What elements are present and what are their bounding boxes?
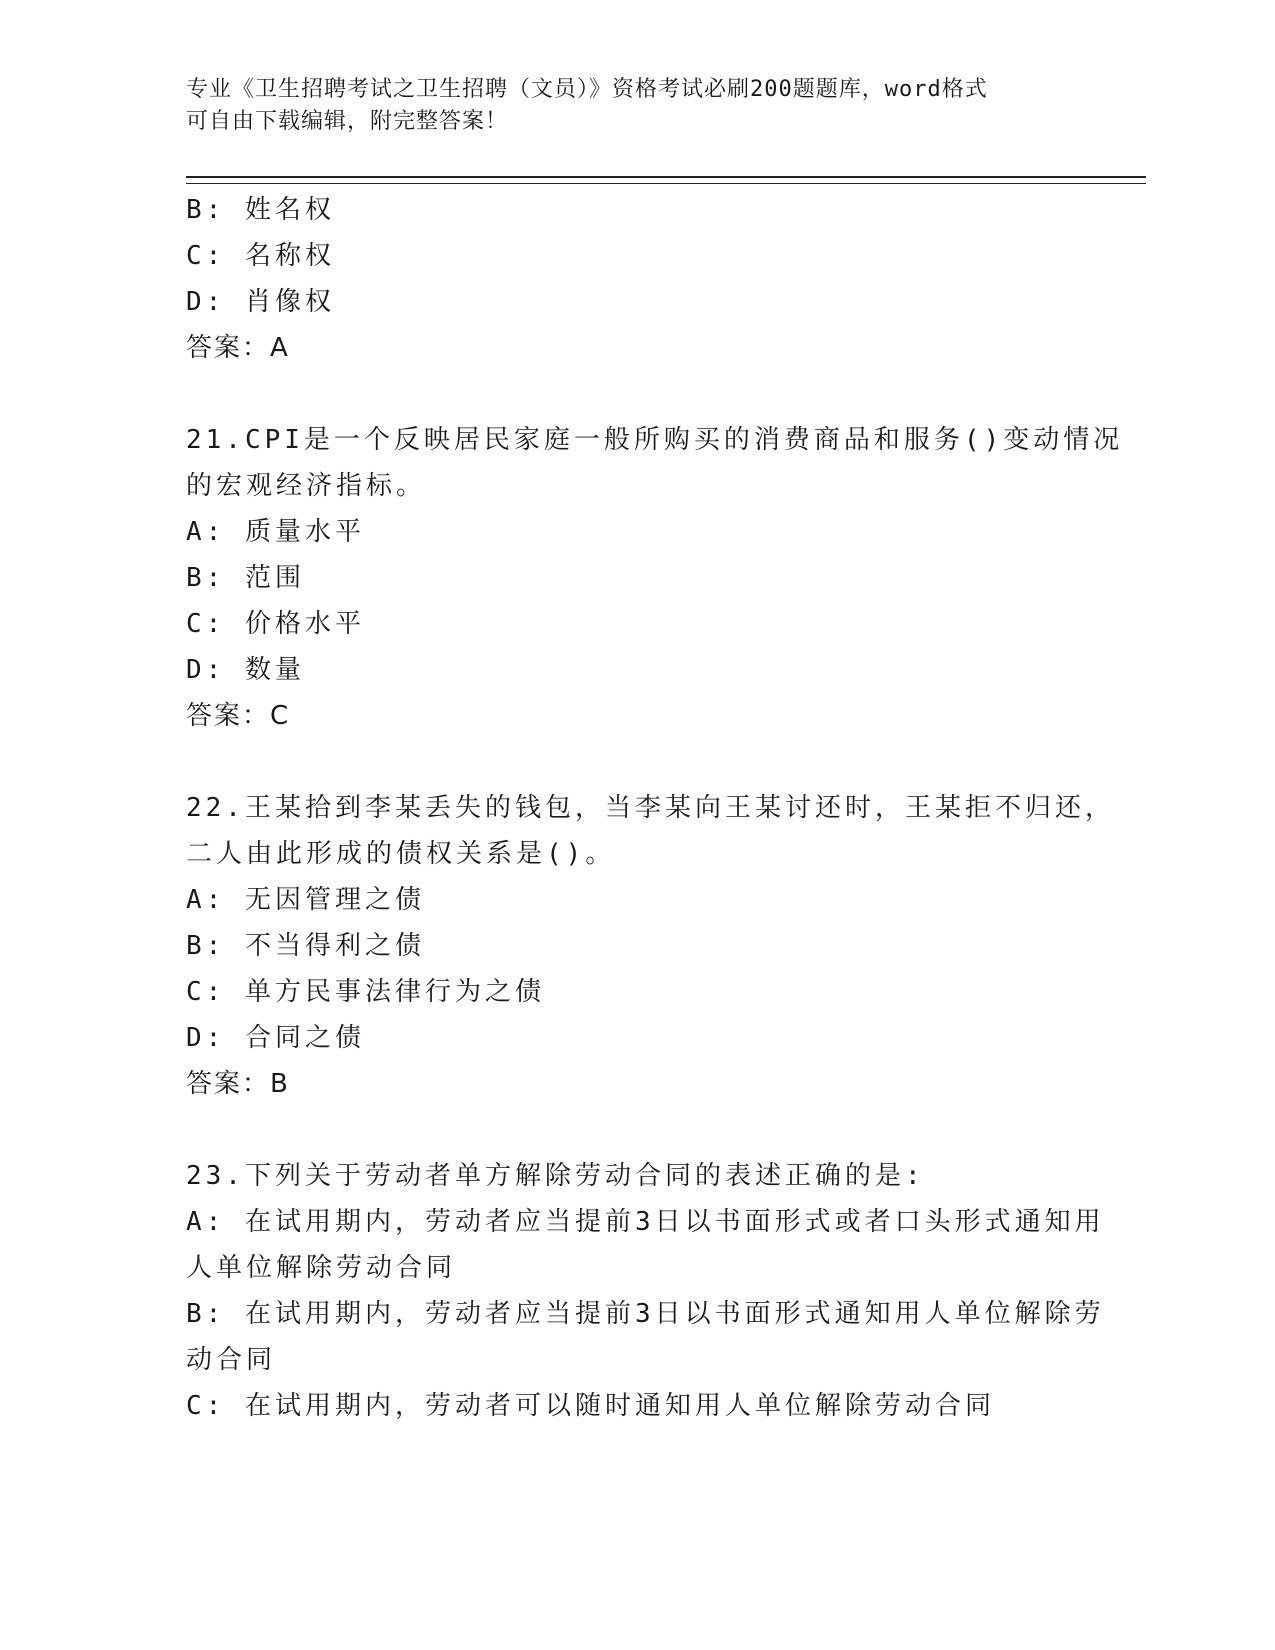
question-23-option-b-line-1: B: 在试用期内，劳动者应当提前3日以书面形式通知用人单位解除劳 bbox=[186, 1299, 1105, 1329]
question-21-option-d: D: 数量 bbox=[186, 655, 305, 685]
question-23-option-b-line-2: 动合同 bbox=[186, 1345, 277, 1375]
question-content bbox=[186, 187, 1124, 1429]
question-23-option-a-line-2: 人单位解除劳动合同 bbox=[186, 1253, 457, 1283]
question-21-option-c: C: 价格水平 bbox=[186, 609, 365, 639]
header-line-1: 专业《卫生招聘考试之卫生招聘（文员）》资格考试必刷200题题库，word格式 bbox=[186, 77, 988, 102]
question-23-option-c: C: 在试用期内，劳动者可以随时通知用人单位解除劳动合同 bbox=[186, 1391, 995, 1421]
question-22-stem-line-2: 二人由此形成的债权关系是()。 bbox=[186, 839, 616, 869]
question-23-stem: 23.下列关于劳动者单方解除劳动合同的表述正确的是: bbox=[186, 1161, 925, 1191]
question-22-option-b: B: 不当得利之债 bbox=[186, 931, 425, 961]
option-b: B: 姓名权 bbox=[186, 195, 335, 225]
header-rule-thin bbox=[186, 183, 1146, 184]
question-22-option-d: D: 合同之债 bbox=[186, 1023, 365, 1053]
answer-line: 答案：A bbox=[186, 333, 290, 363]
header-rule-thick bbox=[186, 176, 1146, 178]
header-line-2: 可自由下载编辑，附完整答案！ bbox=[186, 109, 509, 134]
question-23-option-a-line-1: A: 在试用期内，劳动者应当提前3日以书面形式或者口头形式通知用 bbox=[186, 1207, 1105, 1237]
question-21-answer: 答案：C bbox=[186, 701, 291, 731]
question-22-option-a: A: 无因管理之债 bbox=[186, 885, 425, 915]
question-21-stem-line-2: 的宏观经济指标。 bbox=[186, 471, 427, 501]
question-22-answer: 答案：B bbox=[186, 1069, 290, 1099]
option-c: C: 名称权 bbox=[186, 241, 335, 271]
option-d: D: 肖像权 bbox=[186, 287, 335, 317]
question-21-option-a: A: 质量水平 bbox=[186, 517, 365, 547]
question-21-option-b: B: 范围 bbox=[186, 563, 305, 593]
question-21-stem-line-1: 21.CPI是一个反映居民家庭一般所购买的消费商品和服务()变动情况 bbox=[186, 425, 1124, 455]
question-22-stem-line-1: 22.王某拾到李某丢失的钱包，当李某向王某讨还时，王某拒不归还， bbox=[186, 793, 1115, 823]
question-22-option-c: C: 单方民事法律行为之债 bbox=[186, 977, 545, 1007]
document-header bbox=[186, 74, 1066, 138]
